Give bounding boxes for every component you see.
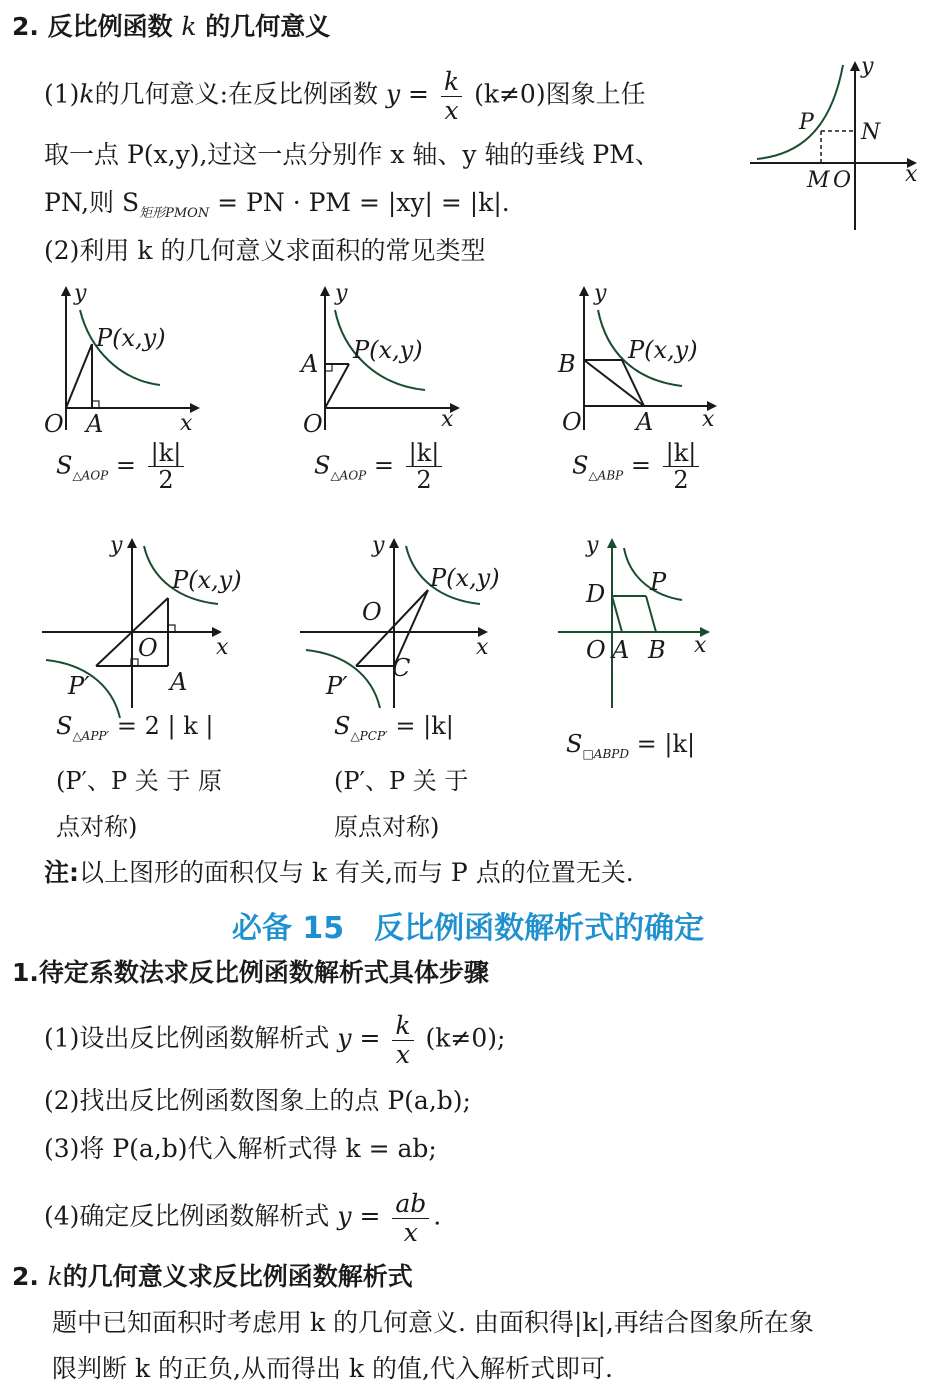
note-line: (P′、P 关 于 原 [56, 767, 222, 795]
label-o: O [44, 410, 64, 438]
section-15-title: 必备 15 反比例函数解析式的确定 [231, 911, 705, 946]
numerator: |k| [406, 440, 443, 467]
segment-pb [646, 596, 656, 632]
subscript: △APP′ [72, 729, 110, 743]
label-x: x [180, 411, 193, 436]
title-number: 2. [12, 1262, 39, 1291]
subscript: △PCP′ [350, 729, 388, 743]
k-meaning-line-2: 限判断 k 的正负,从而得出 k 的值,代入解析式即可. [52, 1354, 613, 1383]
numerator: k [392, 1012, 413, 1041]
label-o: O [833, 168, 852, 193]
label-m: M [807, 168, 830, 193]
note-label: 注: [44, 858, 79, 887]
para-line-1 [44, 68, 646, 124]
formula-5 [334, 712, 454, 743]
text: = 2 | k | [109, 712, 214, 740]
title-number: 2. [12, 12, 39, 41]
text: (4)确定反比例函数解析式 [44, 1201, 330, 1231]
k-meaning-title [12, 1262, 413, 1292]
step-3: (3)将 P(a,b)代入解析式得 k = ab; [44, 1134, 437, 1163]
label-y: y [586, 533, 599, 558]
steps-title [12, 958, 489, 988]
text: S [56, 451, 73, 480]
y-arrow-icon [61, 286, 71, 296]
label-d: D [586, 580, 606, 608]
label-a: A [301, 350, 319, 378]
text: = [115, 451, 137, 480]
label-x: x [216, 635, 229, 660]
title-text: 待定系数法求反比例函数解析式具体步骤 [38, 958, 489, 987]
label-y: y [594, 281, 607, 306]
label-p: P [799, 110, 814, 135]
formula-4 [56, 712, 213, 743]
text: S [572, 451, 589, 480]
note-line [44, 858, 634, 888]
label-o: O [138, 634, 158, 662]
label-a: A [86, 410, 104, 438]
text: (k≠0); [425, 1023, 506, 1053]
numerator: |k| [663, 440, 700, 467]
label-x: x [476, 635, 489, 660]
formula-1 [56, 440, 188, 494]
label-p: P(x,y) [96, 324, 166, 352]
figure-5 [298, 530, 518, 710]
label-b: B [648, 636, 666, 664]
label-o: O [362, 598, 382, 626]
note-line: 点对称) [56, 813, 138, 841]
label-c: C [392, 654, 411, 682]
text: S [56, 712, 73, 740]
denominator: 2 [673, 466, 689, 495]
title-text: 的几何意义求反比例函数解析式 [62, 1262, 413, 1291]
figure-4 [40, 530, 260, 710]
text: S [566, 730, 583, 758]
formula-2 [314, 440, 446, 494]
label-x: x [694, 633, 707, 658]
text: = [408, 79, 429, 109]
fraction [406, 440, 443, 494]
label-o: O [303, 410, 323, 438]
numerator: k [441, 68, 462, 97]
text: = PN · PM = |xy| = |k|. [209, 188, 510, 217]
figure-2 [295, 280, 475, 440]
label-a: A [636, 408, 654, 436]
note-line: (P′、P 关 于 [334, 767, 469, 795]
label-p: P [650, 568, 667, 596]
right-angle-mark [92, 401, 99, 408]
label-y: y [372, 533, 385, 558]
label-o: O [562, 408, 582, 436]
formula-6 [566, 730, 695, 761]
note-line: 原点对称) [334, 813, 440, 841]
fraction-ab-over-x [392, 1190, 429, 1246]
label-p: P(x,y) [353, 336, 423, 364]
formula-3 [572, 440, 703, 494]
title-rest: 的几何意义 [205, 12, 331, 41]
text: = [630, 451, 651, 480]
note-4 [56, 758, 222, 850]
step-1 [44, 1012, 505, 1068]
label-o: O [586, 636, 606, 664]
subscript: 矩形PMON [139, 206, 210, 221]
fraction [663, 440, 700, 494]
note-text: 以上图形的面积仅与 k 有关,而与 P 点的位置无关. [79, 858, 634, 887]
section-2-title [12, 12, 330, 42]
text: y [385, 79, 401, 109]
text: y [337, 1201, 352, 1231]
segment-ba [584, 360, 644, 406]
step-4 [44, 1190, 441, 1246]
fraction-k-over-x [392, 1012, 413, 1068]
figure-6 [556, 530, 726, 710]
text: = [359, 1023, 381, 1053]
y-arrow-icon [127, 538, 137, 548]
title-k: k [47, 1262, 63, 1291]
text: (k≠0)图象上任 [474, 79, 646, 109]
label-p: P(x,y) [628, 336, 698, 364]
title-number: 1. [12, 958, 39, 987]
y-arrow-icon [850, 61, 860, 71]
label-x: x [441, 407, 454, 432]
right-angle-mark [325, 364, 332, 371]
label-p: P(x,y) [430, 564, 500, 592]
y-arrow-icon [607, 538, 617, 548]
label-x: x [905, 162, 918, 187]
para-line-4: (2)利用 k 的几何意义求面积的常见类型 [44, 236, 486, 265]
label-p: P(x,y) [172, 566, 242, 594]
text: (1) [44, 79, 80, 109]
y-arrow-icon [579, 286, 589, 296]
note-5 [334, 758, 468, 850]
subscript: □ABPD [582, 747, 629, 761]
label-a: A [170, 668, 188, 696]
text: S [334, 712, 351, 740]
text: = [373, 451, 395, 480]
title-k: k [181, 12, 197, 41]
para-line-3 [44, 188, 510, 222]
label-p-prime: P′ [68, 672, 90, 700]
segment-da [612, 596, 622, 632]
label-a: A [612, 636, 630, 664]
text: (1)设出反比例函数解析式 [44, 1023, 330, 1053]
step-2: (2)找出反比例函数图象上的点 P(a,b); [44, 1086, 471, 1115]
subscript: △ABP [588, 468, 624, 483]
label-y: y [335, 281, 348, 306]
para-line-2: 取一点 P(x,y),过这一点分别作 x 轴、y 轴的垂线 PM、 [44, 140, 660, 169]
fraction [148, 440, 185, 494]
y-arrow-icon [389, 538, 399, 548]
title-text: 反比例函数 [47, 12, 173, 41]
label-y: y [861, 54, 874, 79]
denominator: x [403, 1217, 418, 1247]
y-arrow-icon [320, 286, 330, 296]
text: k [79, 79, 95, 109]
figure-rectangle-pmon [745, 55, 925, 235]
right-angle-mark [168, 625, 175, 632]
label-p-prime: P′ [326, 672, 348, 700]
subscript: △AOP [330, 468, 367, 483]
label-n: N [861, 120, 881, 145]
label-b: B [558, 350, 576, 378]
text: . [433, 1201, 442, 1231]
denominator: x [444, 95, 459, 125]
figure-1 [40, 280, 210, 440]
label-y: y [110, 533, 123, 558]
denominator: 2 [416, 466, 432, 495]
denominator: 2 [158, 466, 174, 495]
text: y [337, 1023, 352, 1053]
figure-3 [552, 280, 732, 440]
text: S [314, 451, 331, 480]
fraction-k-over-x [441, 68, 462, 124]
text: PN,则 S [44, 188, 140, 217]
text: = |k| [628, 730, 696, 758]
text: = |k| [387, 712, 454, 740]
denominator: x [395, 1039, 410, 1069]
label-x: x [702, 407, 715, 432]
segment-op [66, 344, 92, 408]
numerator: |k| [148, 440, 185, 467]
text: = [359, 1201, 381, 1231]
k-meaning-line-1: 题中已知面积时考虑用 k 的几何意义. 由面积得|k|,再结合图象所在象 [52, 1308, 814, 1337]
label-y: y [74, 281, 87, 306]
text: 的几何意义:在反比例函数 [94, 79, 379, 109]
subscript: △AOP [72, 468, 109, 483]
numerator: ab [392, 1190, 429, 1219]
